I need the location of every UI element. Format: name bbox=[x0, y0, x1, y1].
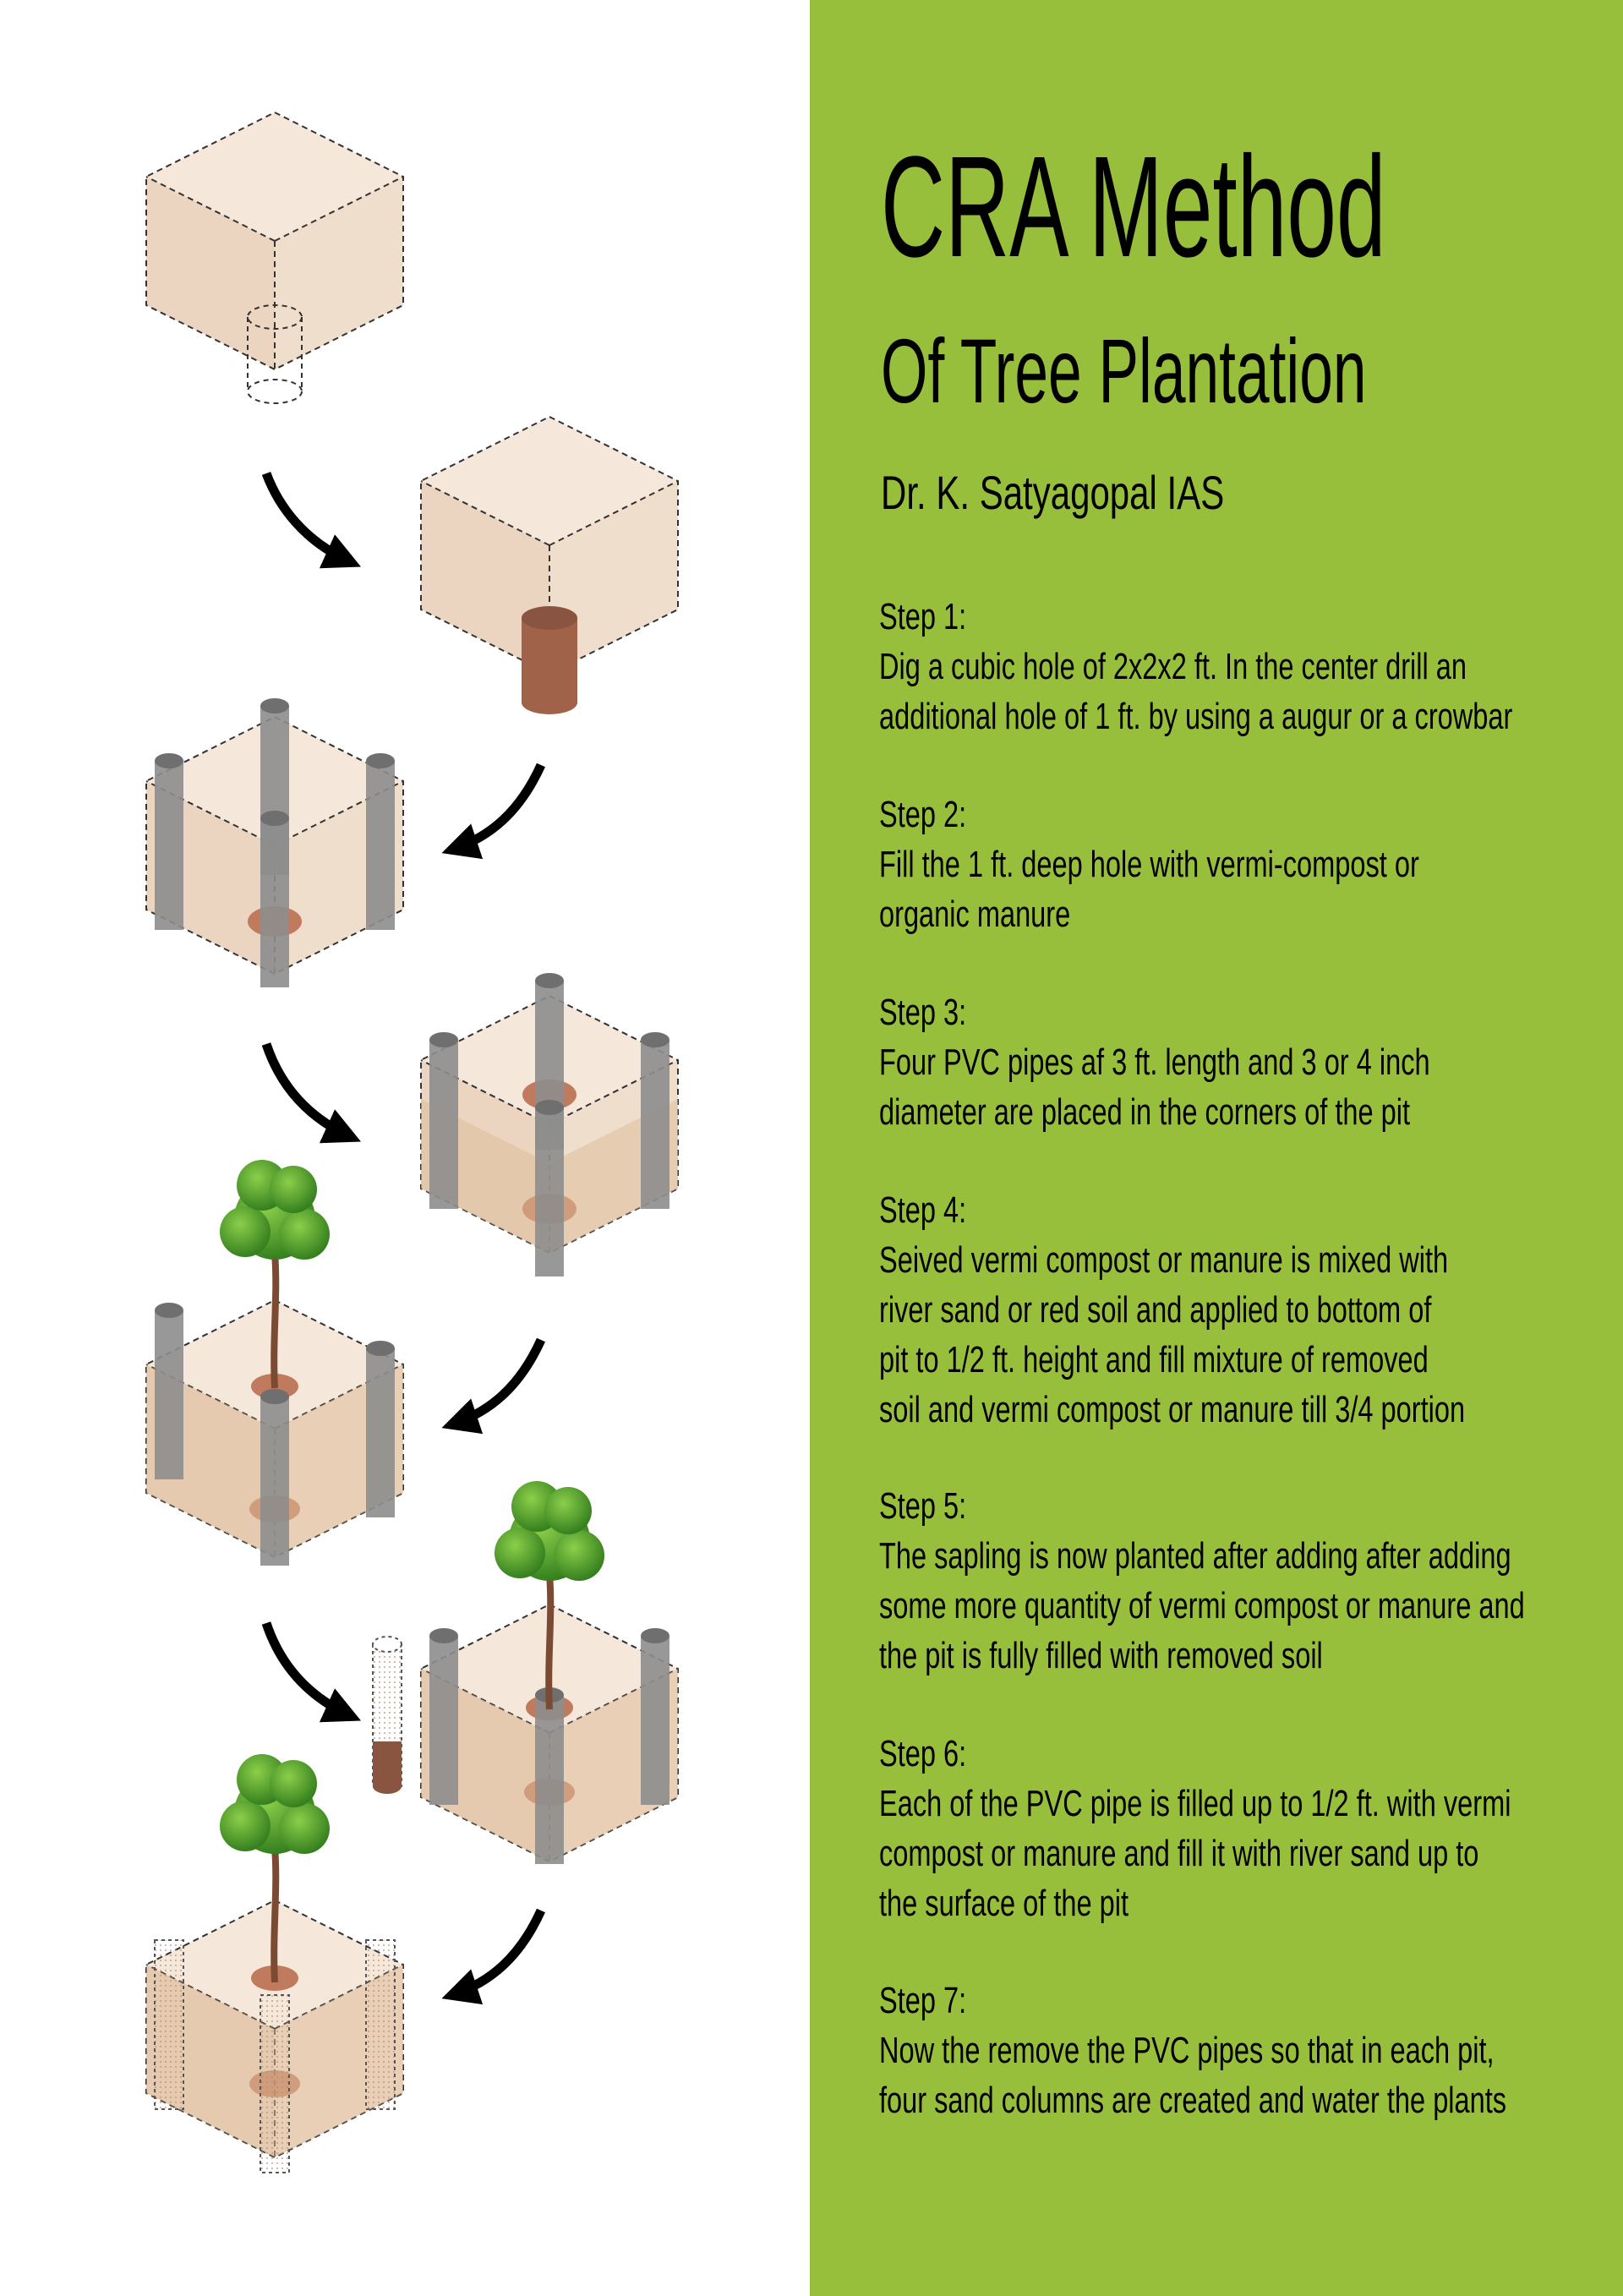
step-text: four sand columns are created and water the plants bbox=[879, 2080, 1507, 2121]
step5-pit-cube bbox=[146, 1160, 403, 1566]
step3-pit-cube bbox=[146, 698, 403, 987]
arrow-icon bbox=[452, 1911, 541, 1995]
step-text: pit to 1/2 ft. height and fill mixture of removed bbox=[879, 1339, 1429, 1380]
step-6 bbox=[879, 1729, 1623, 1928]
arrow-icon bbox=[266, 473, 351, 562]
step-label: Step 2: bbox=[879, 794, 967, 835]
step-text: Seived vermi compost or manure is mixed with bbox=[879, 1239, 1449, 1281]
arrow-icon bbox=[266, 1623, 351, 1716]
step6-pit-cube bbox=[421, 1481, 678, 1864]
step2-pit-cube bbox=[421, 417, 678, 714]
step-label: Step 6: bbox=[879, 1733, 967, 1774]
step-label: Step 3: bbox=[879, 992, 967, 1033]
arrow-icon bbox=[266, 1044, 351, 1137]
step-2 bbox=[879, 790, 1623, 939]
cra-steps-diagram bbox=[0, 0, 810, 2296]
step-text: Four PVC pipes af 3 ft. length and 3 or 4 inch bbox=[879, 1041, 1430, 1083]
page-title: CRA Method bbox=[881, 127, 1386, 287]
step-1 bbox=[879, 592, 1623, 741]
step-label: Step 4: bbox=[879, 1189, 967, 1231]
step-text: Fill the 1 ft. deep hole with vermi-compost or bbox=[879, 844, 1419, 885]
pvc-pipe-icon bbox=[373, 1637, 402, 1794]
step-text: additional hole of 1 ft. by using a augur or a crowbar bbox=[879, 696, 1513, 737]
arrow-icon bbox=[452, 1340, 541, 1424]
step-7 bbox=[879, 1976, 1623, 2125]
step-text: compost or manure and fill it with river sand up to bbox=[879, 1833, 1479, 1874]
page-subtitle: Of Tree Plantation bbox=[881, 320, 1367, 422]
arrow-icon bbox=[452, 765, 541, 850]
step-text: Now the remove the PVC pipes so that in each pit, bbox=[879, 2030, 1495, 2071]
step-4 bbox=[879, 1185, 1623, 1435]
step-text: some more quantity of vermi compost or manure and bbox=[879, 1585, 1525, 1626]
step-text: soil and vermi compost or manure till 3/4 portion bbox=[879, 1389, 1466, 1430]
step-3 bbox=[879, 987, 1623, 1137]
step-text: Each of the PVC pipe is filled up to 1/2 ft. with vermi bbox=[879, 1783, 1511, 1824]
step-text: The sapling is now planted after adding after adding bbox=[879, 1535, 1511, 1577]
step7-pit-cube bbox=[146, 1754, 403, 2173]
step-text: diameter are placed in the corners of the pit bbox=[879, 1091, 1411, 1133]
step-text: organic manure bbox=[879, 894, 1071, 935]
step-5 bbox=[879, 1481, 1623, 1681]
step1-pit-cube bbox=[146, 112, 403, 403]
step-text: the pit is fully filled with removed soil bbox=[879, 1635, 1323, 1676]
step4-pit-cube bbox=[421, 973, 678, 1276]
step-text: river sand or red soil and applied to bottom of bbox=[879, 1289, 1432, 1331]
step-label: Step 5: bbox=[879, 1485, 967, 1527]
step-label: Step 1: bbox=[879, 596, 967, 637]
step-label: Step 7: bbox=[879, 1980, 967, 2021]
step-text: Dig a cubic hole of 2x2x2 ft. In the center drill an bbox=[879, 646, 1467, 687]
step-text: the surface of the pit bbox=[879, 1883, 1129, 1924]
author-name: Dr. K. Satyagopal IAS bbox=[881, 466, 1225, 519]
